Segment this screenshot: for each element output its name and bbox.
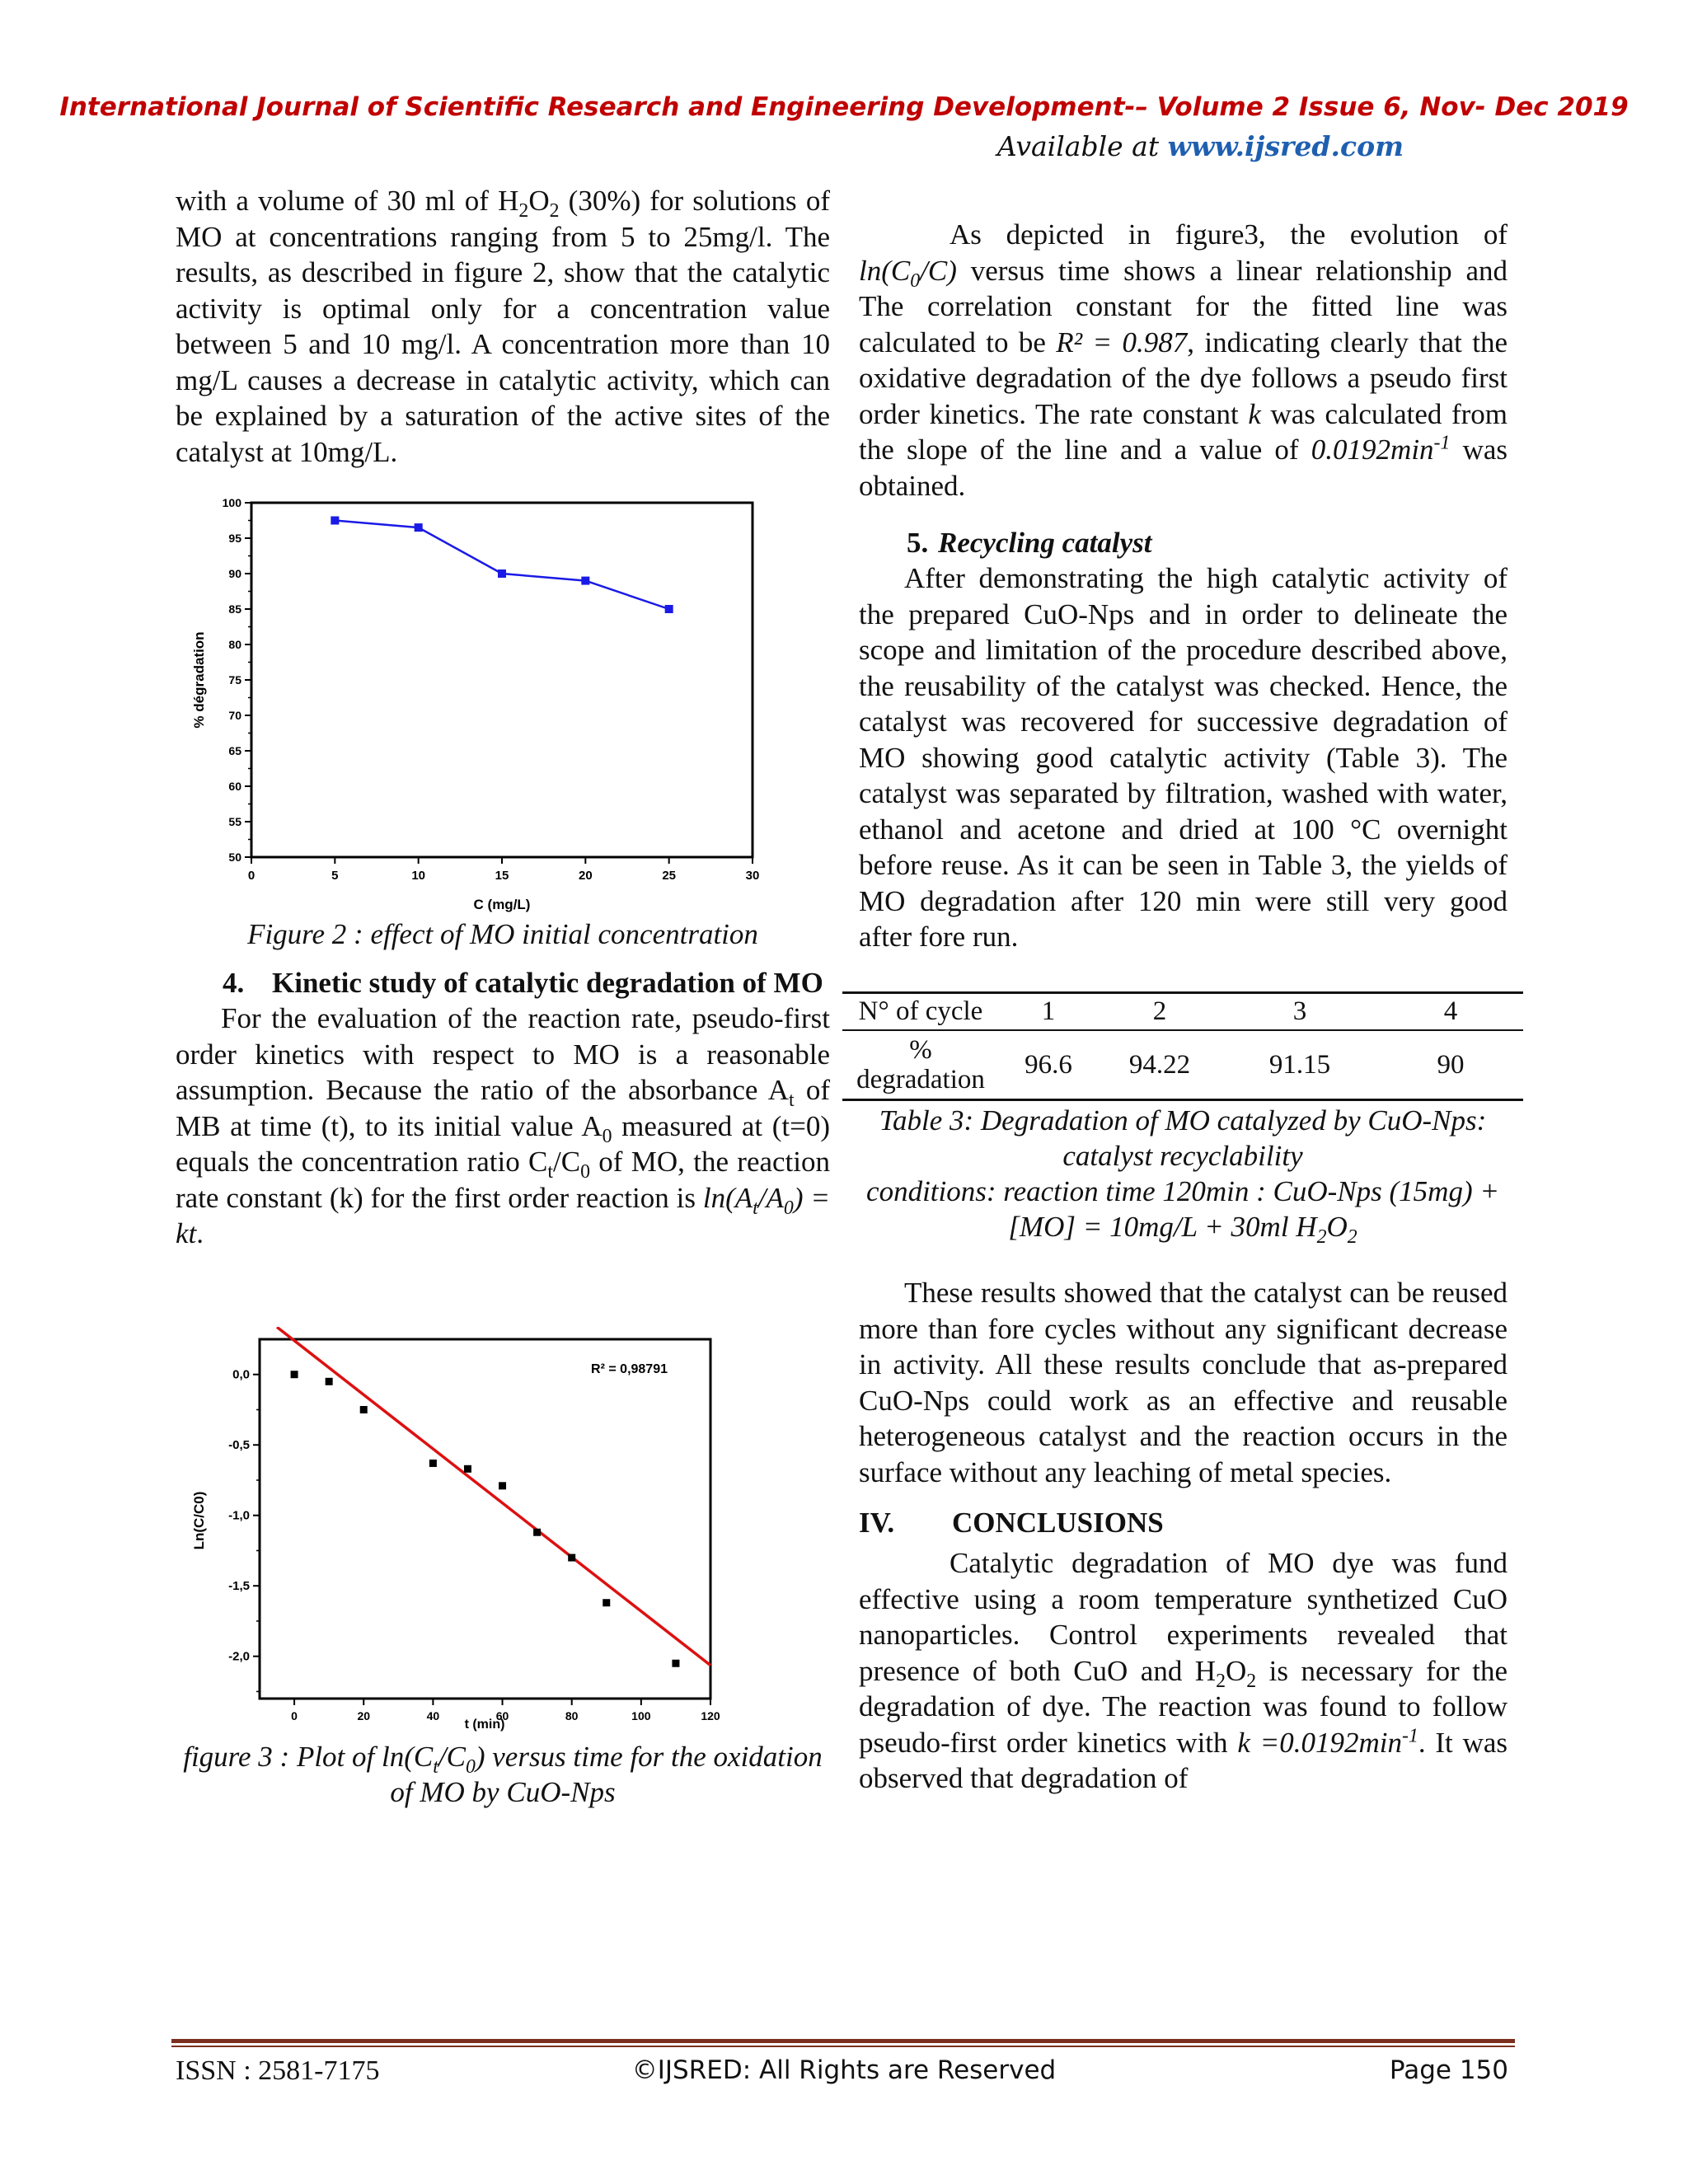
table-cell: 91.15	[1268, 1049, 1331, 1080]
x-tick-label: 20	[357, 1709, 371, 1722]
x-tick-label: 60	[495, 1709, 509, 1722]
data-point	[581, 577, 589, 585]
data-point	[429, 1460, 437, 1467]
conclusions-paragraph: Catalytic degradation of MO dye was fund effective using a room temperature synthetized CuO nanoparticles. Control experiments revealed that presence of both CuO and $H_2O_2$ is necessary for the degradation of dye. The reaction was found to follow pseudo-first order kinetics with $k =0.0192\min^{-1}$. It was observed that degradation of	[859, 1547, 1507, 1794]
table-header-cell: 2	[1152, 996, 1167, 1026]
figure-3-chart	[185, 1327, 779, 1755]
table-cell: 90	[1437, 1049, 1465, 1080]
y-tick-label: 55	[228, 815, 241, 828]
y-tick-label: 95	[228, 532, 241, 545]
x-tick-label: 40	[426, 1709, 440, 1722]
data-point	[533, 1529, 541, 1536]
y-tick-label: 80	[228, 638, 241, 651]
table-header-cell: 3	[1292, 996, 1307, 1026]
table-3-body	[842, 1031, 1523, 1099]
y-tick-label: 100	[222, 496, 241, 509]
row-label-cell: % degradation	[856, 1035, 985, 1094]
y-tick-label: 65	[228, 744, 241, 757]
available-prefix: Available at	[996, 130, 1168, 162]
y-tick-label: -0,5	[228, 1438, 250, 1453]
x-tick-label: 15	[495, 869, 509, 883]
section-4-heading: 4. Kinetic study of catalytic degradation of MO	[223, 967, 823, 999]
series-line	[335, 521, 668, 610]
y-tick-label: 60	[228, 780, 241, 793]
y-tick-label: 50	[228, 851, 241, 864]
y-axis-label: % dégradation	[191, 631, 207, 729]
data-point	[360, 1406, 368, 1413]
x-tick-label: 20	[578, 869, 593, 883]
data-point	[291, 1371, 298, 1378]
journal-header: International Journal of Scientific Research and Engineering Development-– Volume 2 Issue 6, Nov- Dec 2019	[59, 92, 1629, 122]
x-axis-label: C (mg/L)	[473, 897, 531, 912]
journal-url-link[interactable]: www.ijsred.com	[1167, 130, 1404, 162]
data-point	[665, 605, 673, 613]
table-cell: 94.22	[1128, 1049, 1191, 1080]
y-tick-label: 0,0	[232, 1367, 250, 1382]
intro-paragraph: with a volume of 30 ml of $H_2O_2$ (30%) for solutions of MO at concentrations ranging from 5 to 25mg/l. The results, as described in figure 2, show that the catalytic activity is optimal only for a concentration value between 5 and 10 mg/l. A concentration more than 10 mg/L causes a decrease in catalytic activity, which can be explained by a saturation of the active sites of the catalyst at 10mg/L.	[176, 185, 830, 468]
y-tick-label: 85	[228, 602, 241, 616]
figure-2-chart	[185, 494, 779, 923]
fit-line	[277, 1327, 710, 1665]
left-column-lower	[176, 916, 830, 1252]
y-tick-label: 75	[228, 673, 241, 687]
y-tick-label: -2,0	[228, 1649, 250, 1664]
footer-rights: ©IJSRED: All Rights are Reserved	[631, 2055, 1057, 2085]
x-tick-label: 30	[745, 869, 760, 883]
left-column	[176, 183, 830, 470]
data-point	[672, 1660, 679, 1667]
y-tick-label: -1,5	[228, 1579, 250, 1594]
x-tick-label: 10	[411, 869, 426, 883]
section-5-heading: 5. Recycling catalyst	[907, 527, 1152, 559]
x-tick-label: 120	[701, 1709, 720, 1722]
plot-frame	[260, 1339, 710, 1699]
x-tick-label: 80	[565, 1709, 579, 1722]
plot-frame	[251, 503, 753, 857]
figure-3-caption: figure 3 : Plot of $\ln(C_t/C_0)$ versus time for the oxidation of MO by CuO-Nps	[183, 1741, 823, 1808]
data-point	[499, 1482, 506, 1489]
table-3-caption: Table 3: Degradation of MO catalyzed by CuO-Nps: catalyst recyclability	[879, 1104, 1487, 1172]
table-3-grid	[842, 994, 1523, 1029]
footer-rule	[171, 2039, 1515, 2043]
r-squared-annotation: R² = 0,98791	[591, 1362, 668, 1376]
y-axis-label: Ln(C/C0)	[191, 1491, 207, 1550]
table-header-cell: N° of cycle	[858, 996, 983, 1026]
section-5-paragraph: After demonstrating the high catalytic activity of the prepared CuO-Nps and in order to delineate the scope and limitation of the procedure described above, the reusability of the catalyst was checked. Hence, the catalyst was recovered for successive degradation of MO showing good catalytic activity (Table 3). The catalyst was separated by filtration, washed with water, ethanol and acetone and dried at 100 °C overnight before reuse. As it can be seen in Table 3, the yields of MO degradation after 120 min were still very good after fore run.	[859, 562, 1507, 953]
data-point	[331, 517, 339, 525]
footer-issn: ISSN : 2581-7175	[176, 2055, 380, 2086]
data-point	[464, 1465, 471, 1473]
x-axis-label: t (min)	[464, 1718, 505, 1732]
data-point	[415, 523, 423, 532]
table-3	[842, 991, 1523, 1248]
table-header-row	[842, 994, 1523, 1029]
table-row	[842, 1031, 1523, 1099]
y-tick-label: -1,0	[228, 1508, 250, 1523]
table-cell: 96.6	[1025, 1049, 1072, 1080]
conclusions-heading: IV. CONCLUSIONS	[859, 1507, 1164, 1539]
availability-line	[997, 130, 1404, 162]
table-3-conditions: conditions: reaction time 120min : CuO-Nps (15mg) + [MO] = 10mg/L + 30ml $H_2O_2$	[866, 1175, 1499, 1248]
y-tick-label: 90	[228, 567, 241, 580]
data-point	[603, 1599, 610, 1606]
section-4-paragraph: For the evaluation of the reaction rate, pseudo-first order kinetics with respect to MO is a reasonable assumption. Because the ratio of the absorbance $A_t$ of MB at time (t), to its initial value $A_0$ measured at (t=0) equals the concentration ratio $C_t/C_0$ of MO, the reaction rate constant (k) for the first order reaction is $\ln(A_t/A_0)$ = kt.	[176, 1002, 831, 1249]
figure-3-discussion: As depicted in figure3, the evolution of $\ln(C_0/C)$ versus time shows a linear relationship and The correlation constant for the fitted line was calculated to be R² = 0.987, indicating clearly that the oxidative degradation of the dye follows a pseudo first order kinetics. The rate constant k was calculated from the slope of the line and a value of $0.0192\min^{-1}$ was obtained.	[859, 218, 1508, 502]
x-tick-label: 0	[247, 869, 256, 883]
figure-2-caption: Figure 2 : effect of MO initial concentration	[247, 918, 758, 950]
x-tick-label: 100	[631, 1709, 651, 1722]
results-paragraph: These results showed that the catalyst can be reused more than fore cycles without any significant decrease in activity. All these results conclude that as-prepared CuO-Nps could work as an effective and reusable heterogeneous catalyst and the reaction occurs in the surface without any leaching of metal species.	[859, 1277, 1507, 1488]
right-column-lower	[859, 1275, 1507, 1797]
data-point	[326, 1378, 333, 1385]
footer-page-number: Page 150	[1389, 2055, 1508, 2085]
data-point	[568, 1554, 575, 1562]
x-tick-label: 0	[291, 1709, 298, 1722]
x-tick-label: 25	[662, 869, 677, 883]
x-tick-label: 5	[331, 869, 339, 883]
right-column	[859, 217, 1507, 955]
y-tick-label: 70	[228, 709, 241, 722]
table-header-cell: 1	[1041, 996, 1056, 1026]
table-header-cell: 4	[1443, 996, 1458, 1026]
data-point	[498, 569, 506, 578]
figure-3-caption-block	[176, 1739, 830, 1810]
footer-rule-thin	[171, 2046, 1515, 2047]
